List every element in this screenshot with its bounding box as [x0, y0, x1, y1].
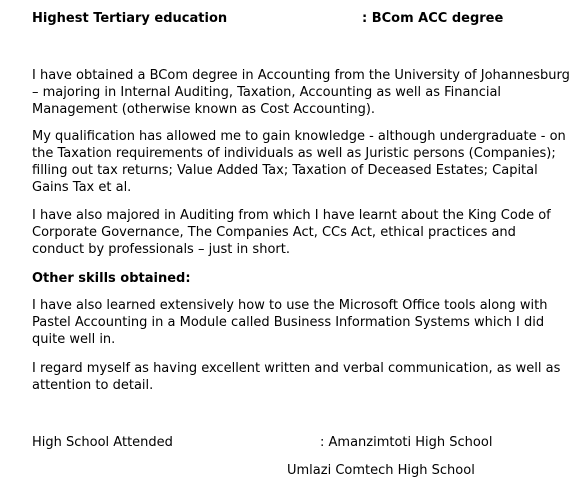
high-school-label: High School Attended: [32, 435, 173, 450]
high-school-value: : Amanzimtoti High School: [320, 435, 493, 450]
paragraph-degree: I have obtained a BCom degree in Accounting from the University of Johannesburg – majoring in Internal Auditing, Taxation, Accounting as well as Financial Management (otherwise known as Cost Accounting).: [32, 68, 570, 117]
paragraph-office-tools: I have also learned extensively how to use the Microsoft Office tools along with Pastel Accounting in a Module called Business Information Systems which I did quite well in.: [32, 298, 548, 347]
high-school-value-2: Umlazi Comtech High School: [287, 463, 475, 478]
education-value: : BCom ACC degree: [362, 11, 504, 26]
education-label: Highest Tertiary education: [32, 11, 228, 26]
paragraph-communication: I regard myself as having excellent written and verbal communication, as well as attention to detail.: [32, 361, 561, 393]
paragraph-auditing: I have also majored in Auditing from which I have learnt about the King Code of Corporate Governance, The Companies Act, CCs Act, ethical practices and conduct by professionals – just in short.: [32, 208, 551, 257]
other-skills-heading: Other skills obtained:: [32, 271, 191, 286]
paragraph-taxation: My qualification has allowed me to gain knowledge - although undergraduate - on the Taxation requirements of individuals as well as Juristic persons (Companies); filling out tax returns; Value Added Tax; Taxation of Deceased Estates; Capital Gains Tax et al.: [32, 129, 566, 195]
